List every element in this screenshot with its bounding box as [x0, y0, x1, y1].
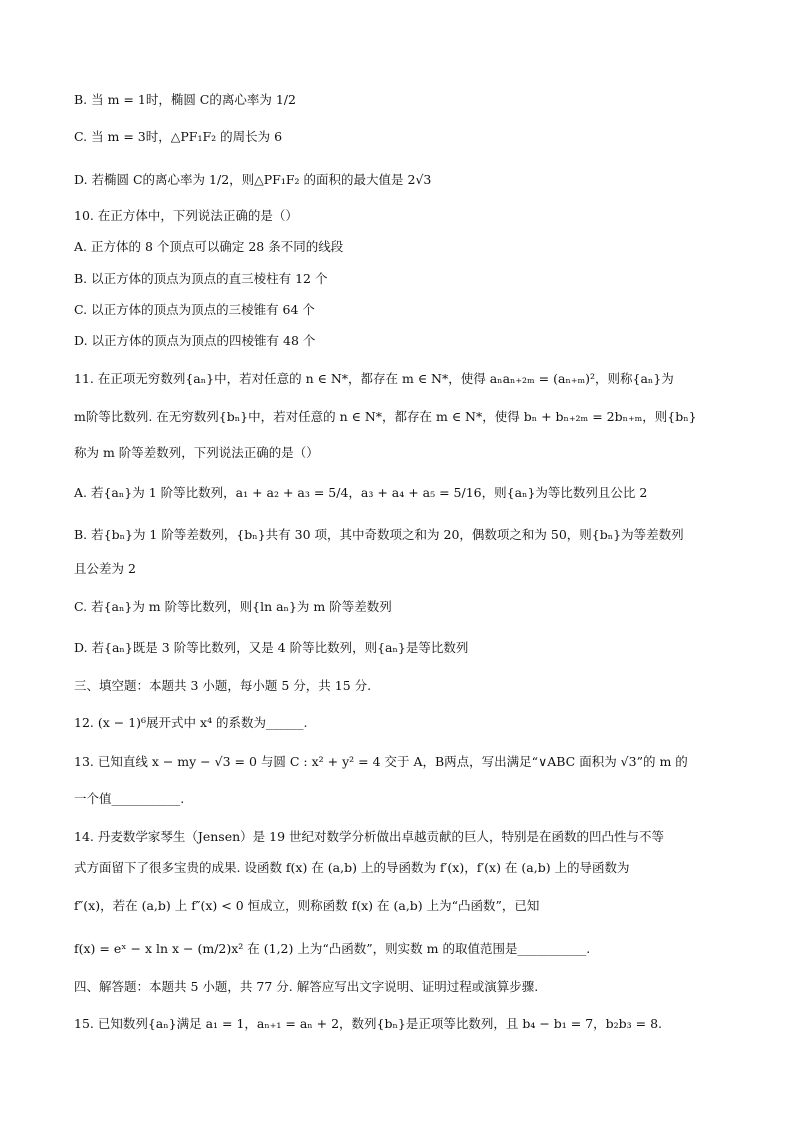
question-14-line-3: f″(x)，若在 (a,b) 上 f″(x) < 0 恒成立，则称函数 f(x) 在 (a,b) 上为“凸函数”，已知: [74, 898, 540, 913]
option-10c: C. 以正方体的顶点为顶点的三棱锥有 64 个: [74, 302, 315, 317]
question-13-line-1: 13. 已知直线 x − my − √3 = 0 与圆 C : x² + y² = 4 交于 A，B两点，写出满足“∨ABC 面积为 √3”的 m 的: [74, 754, 688, 769]
question-11-line-2: m阶等比数列. 在无穷数列{bₙ}中，若对任意的 n ∈ N*，都存在 m ∈ N*，使得 bₙ + bₙ₊₂ₘ = 2bₙ₊ₘ，则{bₙ}: [74, 409, 697, 424]
question-15: 15. 已知数列{aₙ}满足 a₁ = 1，aₙ₊₁ = aₙ + 2，数列{bₙ}是正项等比数列，且 b₄ − b₁ = 7，b₂b₃ = 8.: [74, 1016, 663, 1031]
section-4-heading: 四、解答题：本题共 5 小题，共 77 分. 解答应写出文字说明、证明过程或演算步骤.: [74, 979, 539, 994]
option-9c: C. 当 m = 3时，△PF₁F₂ 的周长为 6: [74, 129, 283, 144]
option-11c: C. 若{aₙ}为 m 阶等比数列，则{ln aₙ}为 m 阶等差数列: [74, 599, 392, 614]
option-10a: A. 正方体的 8 个顶点可以确定 28 条不同的线段: [74, 239, 344, 254]
question-10-stem: 10. 在正方体中，下列说法正确的是（）: [74, 208, 298, 223]
question-14-line-4: f(x) = eˣ − x ln x − (m/2)x² 在 (1,2) 上为“凸函数”，则实数 m 的取值范围是___________.: [74, 941, 591, 956]
option-11b-line-1: B. 若{bₙ}为 1 阶等差数列，{bₙ}共有 30 项，其中奇数项之和为 20，偶数项之和为 50，则{bₙ}为等差数列: [74, 527, 684, 542]
option-10b: B. 以正方体的顶点为顶点的直三棱柱有 12 个: [74, 271, 328, 286]
question-14-line-1: 14. 丹麦数学家琴生（Jensen）是 19 世纪对数学分析做出卓越贡献的巨人，特别是在函数的凹凸性与不等: [74, 829, 665, 844]
option-11a: A. 若{aₙ}为 1 阶等比数列，a₁ + a₂ + a₃ = 5/4，a₃ + a₄ + a₅ = 5/16，则{aₙ}为等比数列且公比 2: [74, 485, 648, 500]
option-11b-line-2: 且公差为 2: [74, 561, 136, 576]
option-11d: D. 若{aₙ}既是 3 阶等比数列，又是 4 阶等比数列，则{aₙ}是等比数列: [74, 640, 469, 655]
question-12: 12. (x − 1)⁶展开式中 x⁴ 的系数为______.: [74, 715, 308, 730]
question-13-line-2: 一个值___________.: [74, 791, 185, 806]
question-11-line-3: 称为 m 阶等差数列，下列说法正确的是（）: [74, 445, 319, 460]
question-14-line-2: 式方面留下了很多宝贵的成果. 设函数 f(x) 在 (a,b) 上的导函数为 f′(x)，f′(x) 在 (a,b) 上的导函数为: [74, 860, 630, 875]
question-11-line-1: 11. 在正项无穷数列{aₙ}中，若对任意的 n ∈ N*，都存在 m ∈ N*，使得 aₙaₙ₊₂ₘ = (aₙ₊ₘ)²，则称{aₙ}为: [74, 371, 674, 386]
option-9d: D. 若椭圆 C的离心率为 1/2，则△PF₁F₂ 的面积的最大值是 2√3: [74, 172, 432, 187]
section-3-heading: 三、填空题：本题共 3 小题，每小题 5 分，共 15 分.: [74, 678, 372, 693]
option-10d: D. 以正方体的顶点为顶点的四棱锥有 48 个: [74, 333, 316, 348]
option-9b: B. 当 m = 1时，椭圆 C的离心率为 1/2: [74, 92, 296, 107]
